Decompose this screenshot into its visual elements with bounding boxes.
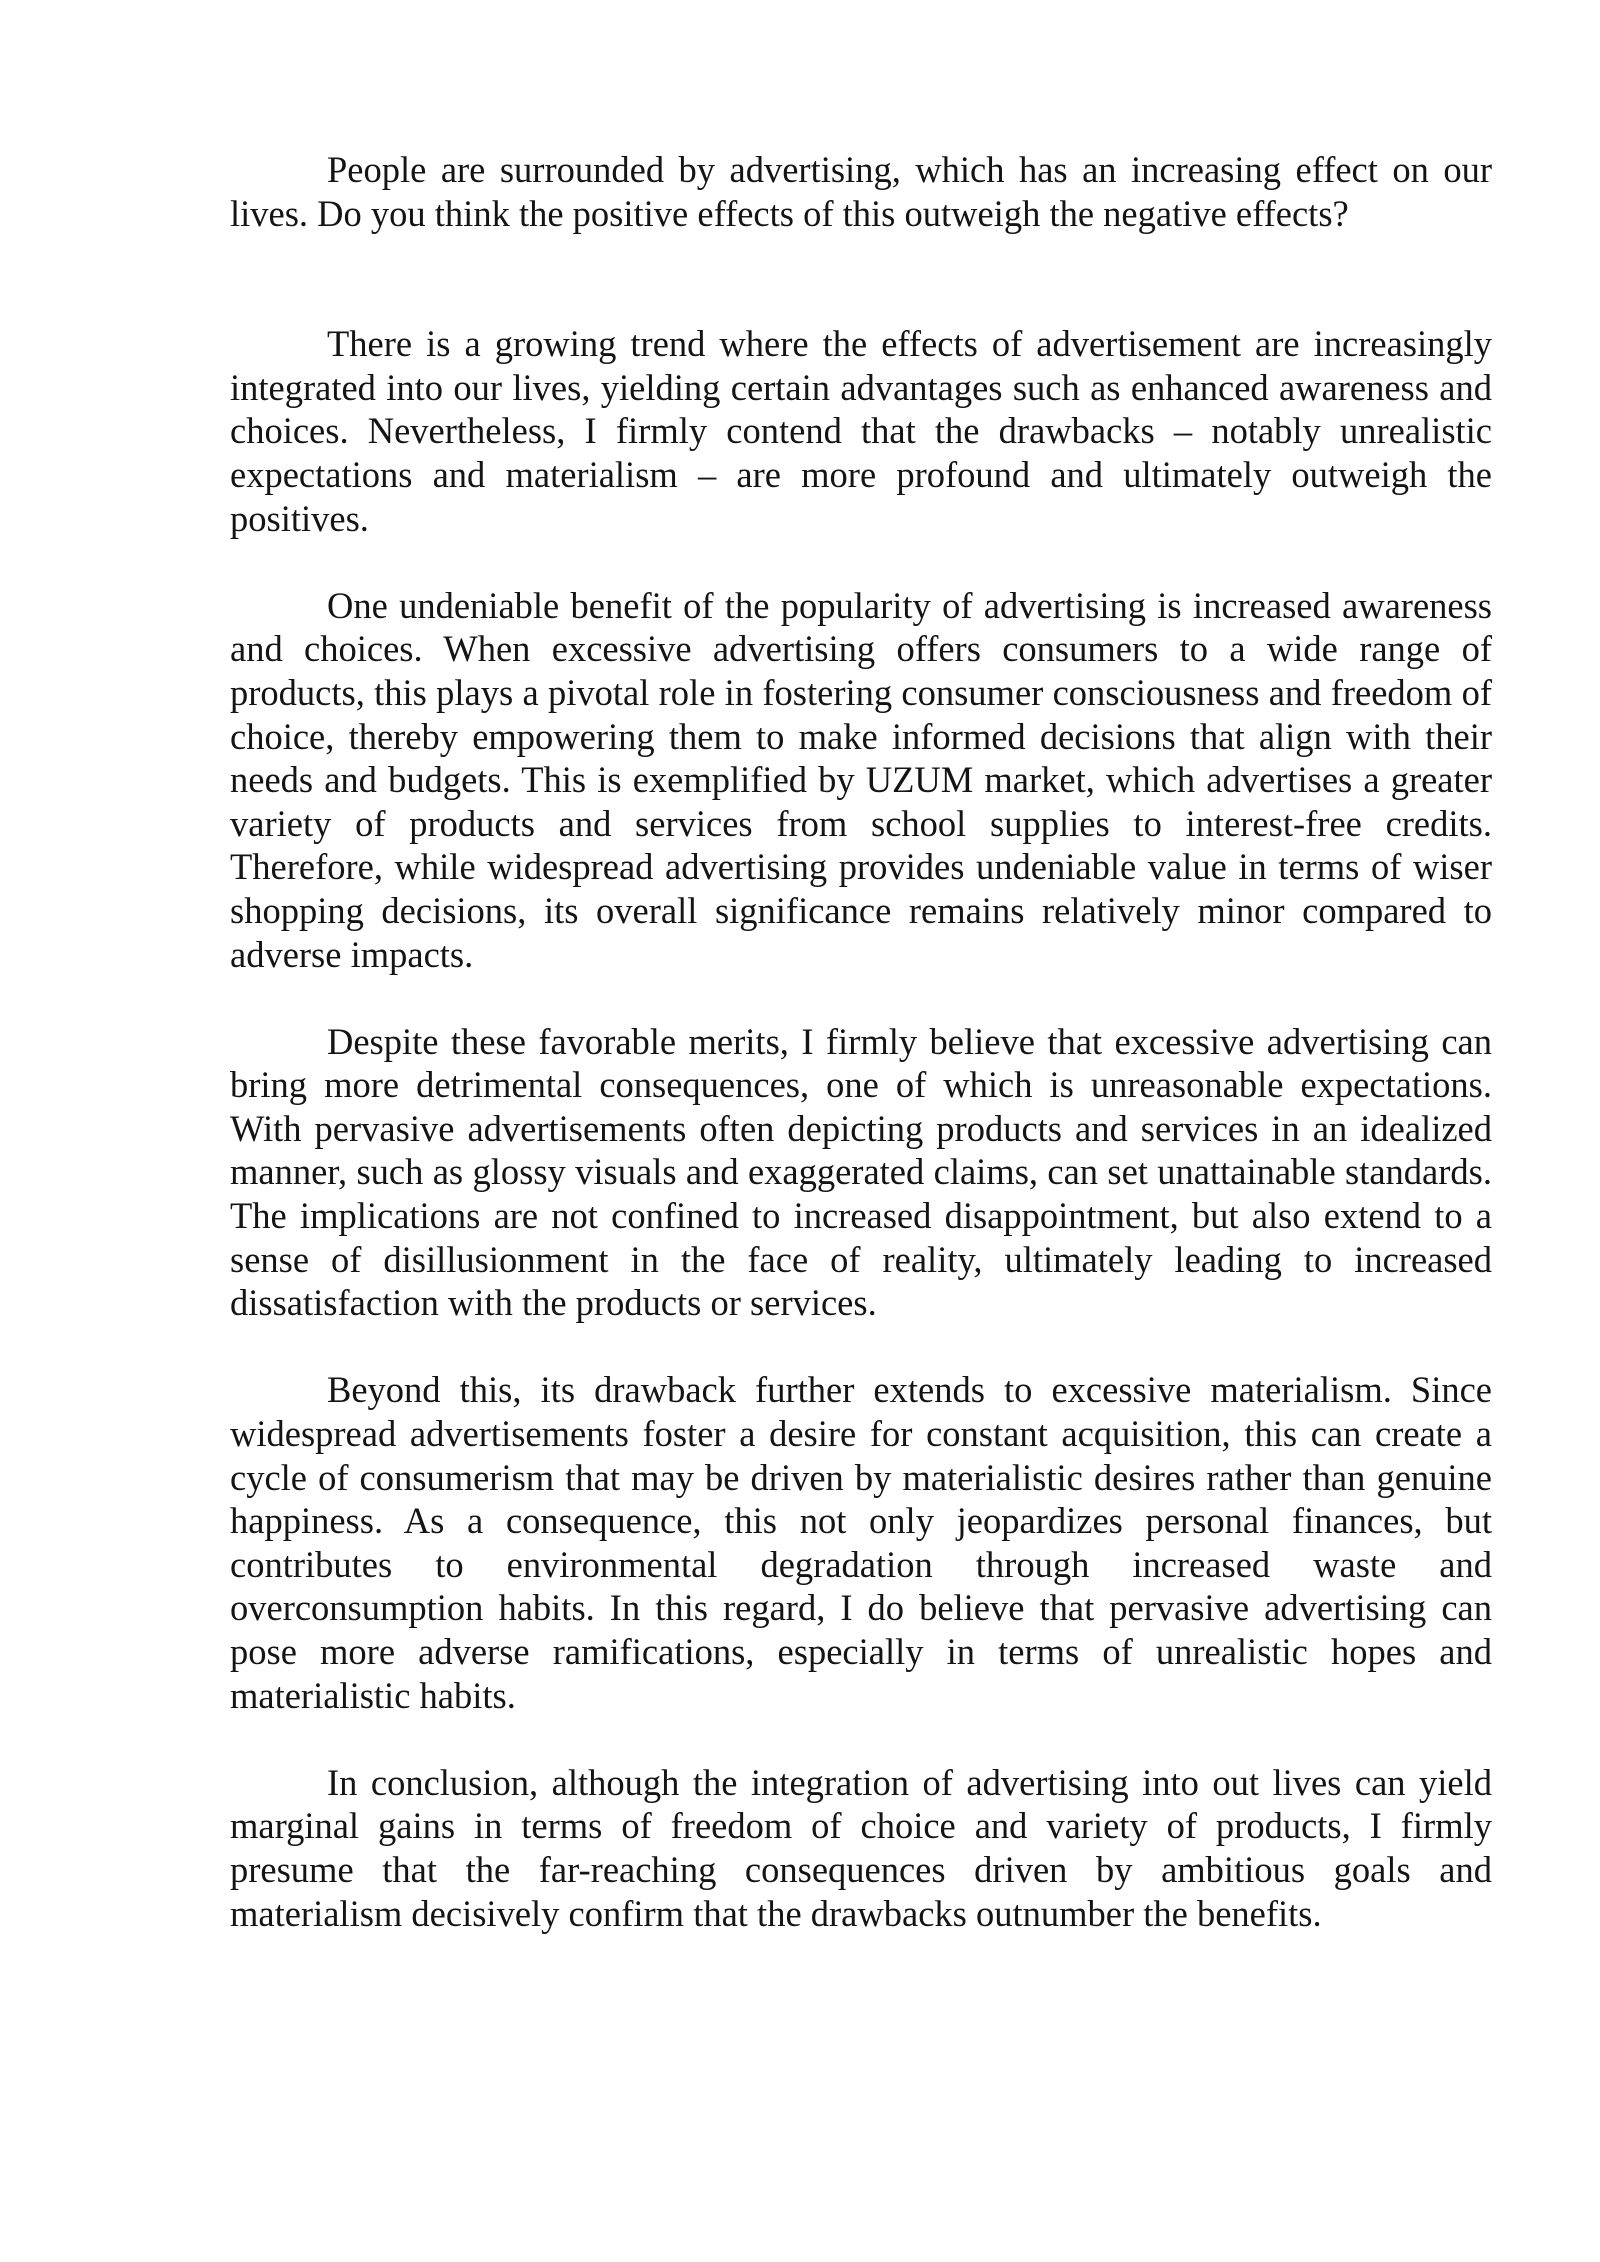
body-paragraph-materialism: Beyond this, its drawback further extends to excessive materialism. Since widespread advertisements foster a desire for constant acquisition, this can create a cycle of consumerism that may be driven by materialistic desires rather than genuine happiness. As a consequence, this not only jeopardizes personal finances, but contributes to environmental degradation through increased waste and overconsumption habits. In this regard, I do believe that pervasive advertising can pose more adverse ramifications, especially in terms of unrealistic hopes and materialistic habits. [230,1369,1492,1716]
body-paragraph-expectations: Despite these favorable merits, I firmly believe that excessive advertising can bring more detrimental consequences, one of which is unreasonable expectations. With pervasive advertisements often depicting products and services in an idealized manner, such as glossy visuals and exaggerated claims, can set unattainable standards. The implications are not confined to increased disappointment, but also extend to a sense of disillusionment in the face of reality, ultimately leading to increased dissatisfaction with the products or services. [230,1020,1492,1324]
body-paragraph-benefits: One undeniable benefit of the popularity of advertising is increased awareness and choices. When excessive advertising offers consumers to a wide range of products, this plays a pivotal role in fostering consumer consciousness and freedom of choice, thereby empowering them to make informed decisions that align with their needs and budgets. This is exemplified by UZUM market, which advertises a greater variety of products and services from school supplies to interest-free credits. Therefore, while widespread advertising provides undeniable value in terms of wiser shopping decisions, its overall significance remains relatively minor compared to adverse impacts. [230,584,1492,975]
conclusion-paragraph: In conclusion, although the integration of advertising into out lives can yield marginal gains in terms of freedom of choice and variety of products, I firmly presume that the far-reaching consequences driven by ambitious goals and materialism decisively confirm that the drawbacks outnumber the benefits. [230,1761,1492,1934]
essay-body [230,322,1492,1935]
document-page [230,148,1492,1935]
introduction-paragraph: There is a growing trend where the effects of advertisement are increasingly integrated into our lives, yielding certain advantages such as enhanced awareness and choices. Nevertheless, I firmly contend that the drawbacks – notably unrealistic expectations and materialism – are more profound and ultimately outweigh the positives. [230,323,1492,539]
essay-prompt: People are surrounded by advertising, which has an increasing effect on our lives. Do you think the positive effects of this outweigh the negative effects? [230,149,1492,234]
